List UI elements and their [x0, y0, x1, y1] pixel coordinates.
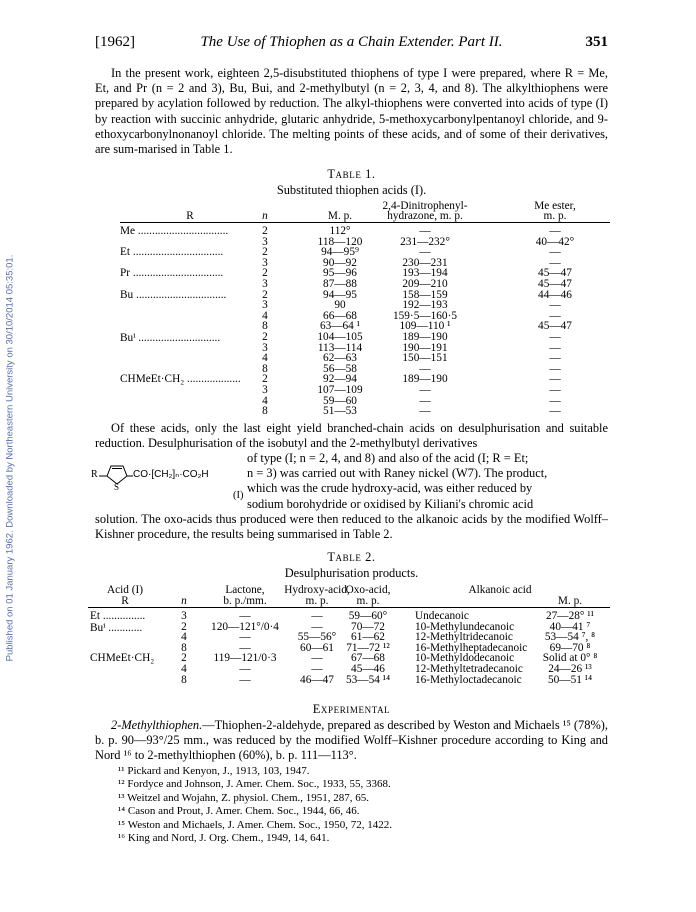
table1-cell: 4	[262, 394, 268, 407]
table2-header-alkanoic: Alkanoic acid	[468, 584, 532, 596]
table2-cell: —	[239, 641, 251, 654]
table2-header-acid-2: R	[121, 595, 129, 607]
table1-cell: 3	[262, 341, 268, 354]
table1-cell: 193—194	[402, 267, 448, 280]
table2-cell: 69—70 ⁸	[549, 641, 591, 654]
table1-cell: 8	[262, 362, 268, 375]
table1-rule	[120, 222, 610, 223]
table1-cell: 44—46	[538, 288, 572, 301]
footnote-text: Weitzel and Wojahn, Z. physiol. Chem., 1951, 287, 65.	[127, 791, 369, 804]
table1-cell: 2	[262, 225, 268, 237]
footnote-item	[118, 819, 598, 832]
table2-cell: 120—121°/0·4	[211, 620, 279, 633]
table1-cell: 189—190	[402, 331, 448, 343]
middle-wrap-line-1: of type (I; n = 2, 4, and 8) and also of the acid (I; R = Et;	[247, 451, 529, 465]
table1-cell: —	[419, 362, 431, 375]
table1-cell: 63—64 ¹	[319, 320, 361, 333]
table1-cell: 3	[262, 384, 268, 396]
middle-wrap-line-3: which was the crude hydroxy-acid, was either reduced by	[247, 481, 533, 496]
formula-r: R	[91, 469, 98, 480]
table1-cell: —	[549, 384, 561, 396]
table2-cell: 60—61	[300, 641, 334, 654]
table1-cell: 230—231	[402, 256, 448, 269]
table2-cell: 46—47	[300, 673, 334, 686]
experimental-paragraph	[95, 718, 608, 764]
footnote-number: ¹³	[118, 791, 125, 804]
table2-header-hydroxy-1: Hydroxy-acid,	[284, 584, 350, 596]
table1-cell: 3	[262, 256, 268, 269]
table1-cell: 190—191	[402, 341, 448, 354]
table2-cell: 53—54 ¹⁴	[345, 673, 391, 686]
table2-cell: —	[311, 620, 323, 633]
table2-cell: 4	[181, 631, 187, 644]
table2-cell: —	[239, 673, 251, 686]
table2-cell: —	[311, 663, 323, 675]
middle-first-text: Of these acids, only the last eight yield branched-chain acids on desulphurisation and suitable reduction. Desulphurisation of the isobutyl and the 2-methylbutyl derivatives	[95, 421, 608, 451]
middle-paragraph	[95, 421, 608, 451]
table1-cell: —	[549, 246, 561, 259]
table1-cell: —	[549, 362, 561, 375]
table1-cell: 4	[262, 309, 268, 322]
table2-cell: —	[239, 610, 251, 622]
table1-header-mp: M. p.	[327, 210, 353, 222]
table1-cell: —	[419, 246, 431, 259]
table1-cell: 2	[262, 267, 268, 280]
table2-cell: —	[311, 652, 323, 665]
intro-paragraph	[95, 66, 608, 157]
table1-cell: 107—109	[317, 384, 363, 396]
table1-cell: —	[419, 405, 431, 418]
table1-cell: 231—232°	[400, 235, 450, 248]
table1-cell: —	[549, 373, 561, 386]
formula-label: (I)	[233, 490, 244, 501]
footnote-item	[118, 805, 598, 818]
table1-group-label: Bu ................................	[120, 288, 227, 301]
table1-cell: —	[549, 299, 561, 312]
table1-cell: 2	[262, 331, 268, 343]
table2-cell: Solid at 0° ⁸	[542, 652, 598, 665]
table1-cell: 66—68	[323, 309, 357, 322]
table2-cell: 12-Methyltetradecanoic	[415, 663, 523, 675]
table2-header-oxo-1: Oxo-acid,	[345, 584, 391, 596]
table1-label: Table 1.	[327, 167, 376, 181]
table1-cell: 189—190	[402, 373, 448, 386]
table1-cell: 192—193	[402, 299, 448, 312]
footnote-number: ¹²	[118, 778, 125, 791]
table1-cell: 3	[262, 278, 268, 290]
table1-cell: 2	[262, 246, 268, 259]
table1-cell: —	[419, 225, 431, 237]
table2-cell: 59—60°	[348, 610, 388, 622]
table1-cell: 51—53	[323, 405, 357, 418]
table2-cell: 4	[181, 663, 187, 675]
table2-cell: —	[311, 610, 323, 622]
table2-cell: 67—68	[351, 652, 385, 665]
table2-header-lactone-2: b. p./mm.	[223, 595, 267, 607]
footnote-text: Weston and Michaels, J. Amer. Chem. Soc., 1950, 72, 1422.	[127, 818, 393, 831]
table1-cell: 158—159	[402, 288, 448, 301]
table2-cell: 61—62	[351, 631, 385, 644]
table2-cell: 71—72 ¹²	[346, 641, 390, 654]
footnote-item	[118, 792, 598, 805]
table2-label: Table 2.	[327, 550, 376, 564]
middle-wrap	[247, 451, 608, 512]
table1-group-label: Buⁱ .............................	[120, 332, 221, 344]
footnote-number: ¹⁵	[118, 818, 126, 831]
table2-cell: 2	[181, 620, 187, 633]
middle-rest-text: solution. The oxo-acids thus produced were then reduced to the alkanoic acids by the modified Wolff–Kishner procedure, the results being summarised in Table 2.	[95, 512, 608, 542]
footnote-item	[118, 778, 598, 791]
table1-cell: —	[549, 352, 561, 365]
table2-cell: —	[239, 663, 251, 675]
table2-rule	[88, 607, 610, 608]
table1-cell: —	[549, 225, 561, 237]
watermark-text: Published on 01 January 1962. Downloaded by Northeastern University on 30/10/2014 05:35:01.	[4, 254, 16, 662]
table1-header-dnp-1: 2,4-Dinitrophenyl-	[382, 200, 468, 212]
table1-header-me-1: Me ester,	[534, 200, 576, 212]
table1-cell: —	[419, 394, 431, 407]
table1-group-label: Pr ................................	[120, 267, 224, 280]
table1-cell: 90—92	[323, 256, 357, 269]
table1-cell: 209—210	[402, 278, 448, 290]
table1-cell: —	[549, 256, 561, 269]
table1-cell: 150—151	[402, 352, 448, 365]
table1-group-label: Me ................................	[120, 225, 229, 237]
table1-cell: 112°	[329, 225, 351, 237]
table1-cell: 92—94	[323, 373, 357, 386]
table1-cell: 59—60	[323, 394, 357, 407]
table2-group-label: CHMeEt·CH₂	[90, 652, 155, 665]
experimental-heading: Experimental	[312, 702, 391, 716]
table1-cell: 8	[262, 320, 268, 333]
table1-cell: 45—47	[538, 278, 572, 290]
table2-header-hydroxy-2: m. p.	[305, 595, 329, 607]
table1-cell: —	[549, 341, 561, 354]
table1-cell: 45—47	[538, 267, 572, 280]
footnote-item	[118, 765, 598, 778]
footnote-number: ¹⁴	[118, 805, 126, 818]
table2-cell: 10-Methylundecanoic	[415, 620, 515, 633]
experimental-lead: 2-Methylthiophen.	[111, 718, 203, 732]
table1-cell: 45—47	[538, 320, 572, 333]
footnote-text: Fordyce and Johnson, J. Amer. Chem. Soc., 1933, 55, 3368.	[127, 778, 391, 791]
table1-cell: 104—105	[317, 331, 363, 343]
table1-cell: 4	[262, 352, 268, 365]
experimental-text: —Thiophen-2-aldehyde, prepared as described by Weston and Michaels ¹⁵ (78%), b. p. 90—93°/25 mm., was reduced by the modified Wolff–Kishner procedure according to King and Nord ¹⁶ to 2-methylthiophen (60%), b. p. 111—113°.	[95, 718, 608, 763]
table1-cell: 159·5—160·5	[392, 309, 457, 322]
table1-cell: —	[549, 309, 561, 322]
table2-cell: 12-Methyltridecanoic	[415, 631, 513, 644]
download-watermark	[2, 128, 18, 788]
table2-group-label: Buⁱ ............	[90, 621, 143, 634]
middle-rest	[95, 512, 608, 542]
table2-cell: 16-Methylheptadecanoic	[415, 641, 528, 654]
footnote-text: Pickard and Kenyon, J., 1913, 103, 1947.	[127, 765, 310, 777]
table1-cell: 118—120	[317, 235, 363, 248]
table1-cell: 56—58	[323, 362, 357, 375]
table2-header-n: n	[181, 595, 187, 607]
table2-cell: 16-Methyloctadecanoic	[415, 673, 522, 686]
footnote-text: King and Nord, J. Org. Chem., 1949, 14, 641.	[127, 832, 330, 845]
table1-cell: 8	[262, 405, 268, 418]
table2-cell: 50—51 ¹⁴	[547, 673, 593, 686]
intro-text: In the present work, eighteen 2,5-disubstituted thiophens of type I were prepared, where R = Me, Et, and Pr (n = 2 and 3), Bu, Bui, and 2-methylbutyl (n = 2, 3, 4, and 8). The alkylthiophens were prepared by acylation followed by reduction. The alkyl-thiophens were converted into acids of type (I) by reaction with succinic anhydride, glutaric anhydride, 5-methoxycarbonylpentanoyl chloride, and 9-ethoxycarbonylnonanoyl chloride. The melting points of these acids, and of some of their derivatives, are sum-marised in Table 1.	[95, 66, 608, 157]
table1-cell: 113—114	[317, 341, 363, 354]
table2-header-mp: M. p.	[557, 595, 583, 607]
footnote-number: ¹⁶	[118, 832, 126, 845]
table2-cell: 10-Methyldodecanoic	[415, 652, 515, 665]
footnote-text: Cason and Prout, J. Amer. Chem. Soc., 1944, 66, 46.	[127, 805, 360, 818]
header-year: [1962]	[95, 34, 135, 50]
footnote-number: ¹¹	[118, 765, 125, 777]
thiophen-acid-structure	[91, 456, 244, 501]
formula-chain: CO·[CH₂]ₙ·CO₂H	[133, 469, 209, 480]
table2-cell: 55—56°	[297, 631, 337, 644]
table1-caption: Substituted thiophen acids (I).	[276, 183, 427, 197]
table2-cell: 119—121/0·3	[213, 652, 277, 665]
table2-cell: Undecanoic	[415, 610, 469, 622]
table1-cell: 40—42°	[535, 235, 575, 248]
table1-header-me-2: m. p.	[543, 210, 567, 222]
table2-cell: 24—26 ¹³	[548, 663, 592, 675]
table2-caption: Desulphurisation products.	[284, 566, 419, 580]
table1-group-label: CHMeEt·CH₂ ...................	[120, 373, 241, 386]
table2-header-acid-1: Acid (I)	[106, 584, 144, 596]
table2-cell: 53—54 ⁷, ⁸	[544, 631, 596, 644]
table1-header-r: R	[186, 210, 194, 222]
running-header	[95, 34, 608, 54]
middle-wrap-line-2: n = 3) was carried out with Raney nickel (W7). The product,	[247, 466, 548, 481]
table1-cell: —	[419, 384, 431, 396]
table1-cell: 94—95	[323, 288, 357, 301]
table1-cell: 3	[262, 235, 268, 248]
footnotes	[118, 765, 598, 845]
table2-cell: 70—72	[351, 620, 385, 633]
table2-header-lactone-1: Lactone,	[225, 584, 265, 596]
table1-cell: 90	[334, 299, 346, 312]
table1-cell: —	[549, 405, 561, 418]
table1-group-label: Et ................................	[120, 246, 224, 259]
table1-header-n: n	[262, 210, 268, 222]
table2-cell: 3	[181, 610, 187, 622]
table2-cell: 8	[181, 641, 187, 654]
footnote-item	[118, 832, 598, 845]
table1-cell: —	[549, 394, 561, 407]
table1-cell: 2	[262, 288, 268, 301]
table2-cell: 45—46	[351, 663, 385, 675]
table2-group-label: Et ...............	[90, 610, 146, 622]
table1-cell: 109—110 ¹	[399, 320, 451, 333]
table1-header-dnp-2: hydrazone, m. p.	[387, 210, 463, 222]
table1-cell: 3	[262, 299, 268, 312]
formula-s: S	[114, 482, 120, 492]
table2-cell: 40—41 ⁷	[549, 620, 591, 633]
table1-cell: 2	[262, 373, 268, 386]
table2-cell: 2	[181, 652, 187, 665]
table1-cell: 95—96	[323, 267, 357, 280]
table1-cell: 87—88	[323, 278, 357, 290]
middle-wrap-line-4: sodium borohydride or oxidised by Kiliani's chromic acid	[247, 496, 534, 511]
table2-cell: —	[239, 631, 251, 644]
table2-cell: 27—28° ¹¹	[545, 610, 594, 622]
table2-cell: 8	[181, 673, 187, 686]
page-number: 351	[585, 34, 608, 50]
table1-cell: 94—95⁹	[321, 246, 359, 259]
header-title: The Use of Thiophen as a Chain Extender. Part II.	[200, 34, 503, 50]
table1-cell: 62—63	[323, 352, 357, 365]
table2-header-oxo-2: m. p.	[356, 595, 380, 607]
table1-cell: —	[549, 331, 561, 343]
